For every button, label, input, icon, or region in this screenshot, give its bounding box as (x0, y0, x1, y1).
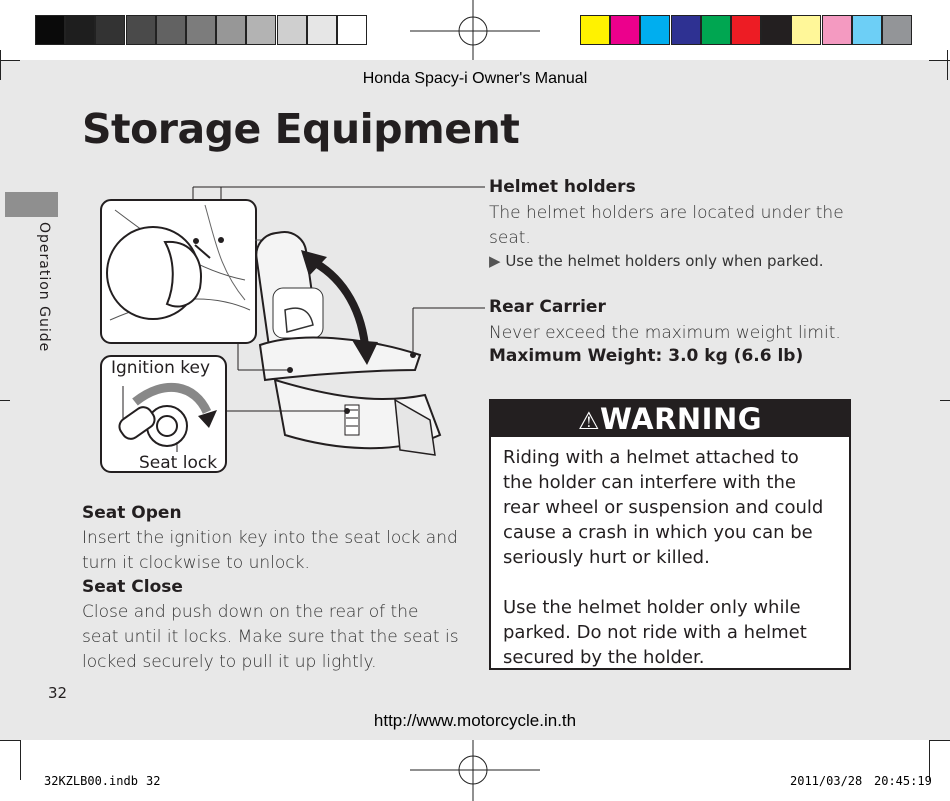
warning-line: Use the helmet holder only while (503, 597, 801, 618)
color-swatch (822, 15, 852, 45)
color-swatch (156, 15, 186, 45)
color-swatch (126, 15, 156, 45)
slug-file: 32KZLB00.indb (44, 774, 138, 788)
warning-line: parked. Do not ride with a helmet (503, 622, 807, 643)
color-swatch (277, 15, 307, 45)
seat-open-line-1: Insert the ignition key into the seat lock and (82, 528, 458, 548)
scooter-seat-illustration (95, 180, 495, 480)
color-swatch (701, 15, 731, 45)
color-swatch (852, 15, 882, 45)
seat-open-line-2: turn it clockwise to unlock. (82, 553, 310, 573)
color-swatch (761, 15, 791, 45)
slug-time: 20:45:19 (874, 774, 932, 788)
warning-line: rear wheel or suspension and could (503, 497, 824, 518)
helmet-holders-note (489, 252, 824, 270)
color-swatch (671, 15, 701, 45)
color-swatch (65, 15, 95, 45)
color-swatch (791, 15, 821, 45)
seat-close-line-2: seat until it locks. Make sure that the seat is (82, 627, 459, 647)
helmet-holders-heading: Helmet holders (489, 177, 636, 197)
helmet-holders-text-line-1: The helmet holders are located under the (489, 203, 844, 223)
max-weight: Maximum Weight: 3.0 kg (6.6 lb) (489, 346, 804, 366)
color-swatch (186, 15, 216, 45)
slug-date: 2011/03/28 (790, 774, 863, 788)
page-title: Storage Equipment (82, 105, 520, 153)
warning-title: WARNING (599, 402, 763, 436)
registration-mark-bottom (410, 740, 540, 801)
color-swatch (95, 15, 125, 45)
helmet-holders-note-text: Use the helmet holders only when parked. (505, 252, 824, 270)
warning-header (491, 401, 849, 437)
warning-line: the holder can interfere with the (503, 472, 796, 493)
triangle-right-icon: ▶ (489, 252, 501, 270)
color-swatch (731, 15, 761, 45)
color-swatch (610, 15, 640, 45)
warning-line: secured by the holder. (503, 647, 705, 668)
ignition-key-label: Ignition key (111, 358, 211, 378)
color-swatch (246, 15, 276, 45)
warning-line: Riding with a helmet attached to (503, 447, 799, 468)
seat-close-line-1: Close and push down on the rear of the (82, 602, 419, 622)
warning-line: seriously hurt or killed. (503, 547, 710, 568)
color-swatch (882, 15, 912, 45)
rear-carrier-text: Never exceed the maximum weight limit. (489, 323, 841, 343)
manual-header: Honda Spacy-i Owner's Manual (362, 70, 588, 87)
registration-mark-top (410, 0, 540, 60)
warning-triangle-icon: ⚠ (577, 407, 600, 435)
helmet-holders-text-line-2: seat. (489, 228, 531, 248)
color-swatch (580, 15, 610, 45)
seat-close-line-3: locked securely to pull it up lightly. (82, 652, 377, 672)
seat-lock-label: Seat lock (139, 453, 218, 473)
color-swatch (307, 15, 337, 45)
section-label: Operation Guide (36, 222, 52, 353)
color-swatch (35, 15, 65, 45)
seat-close-heading: Seat Close (82, 577, 183, 597)
seat-open-heading: Seat Open (82, 503, 182, 523)
color-swatch (640, 15, 670, 45)
page-number: 32 (48, 684, 68, 702)
color-swatch (216, 15, 246, 45)
slug-page: 32 (146, 774, 161, 788)
section-tab (5, 192, 58, 217)
warning-box (489, 399, 851, 670)
warning-line: cause a crash in which you can be (503, 522, 813, 543)
rear-carrier-heading: Rear Carrier (489, 297, 606, 317)
color-swatch (337, 15, 367, 45)
footer-url: http://www.motorcycle.in.th (373, 711, 577, 730)
